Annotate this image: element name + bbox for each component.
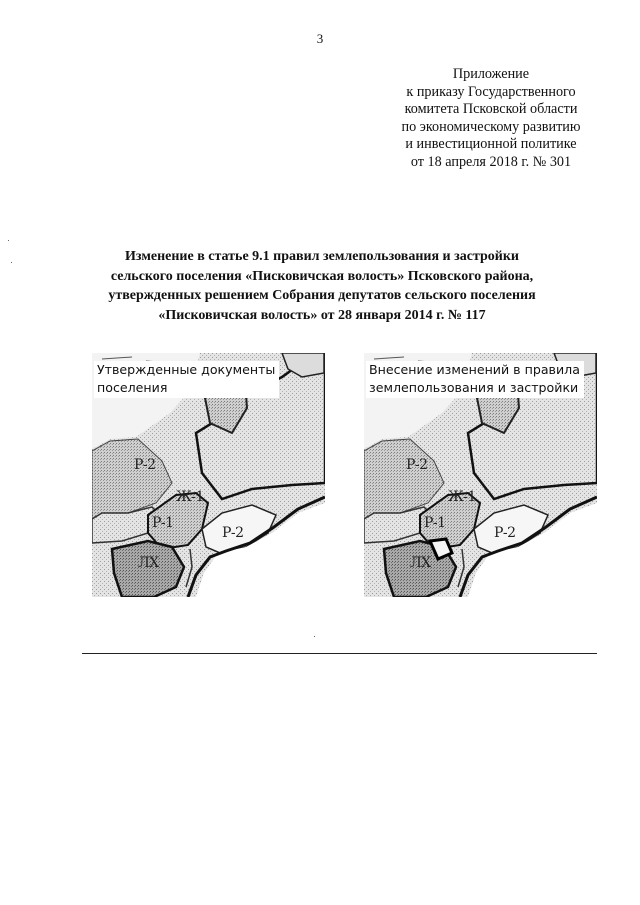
zone-label-r2: Р-2 (222, 525, 244, 541)
appendix-line: к приказу Государственного (406, 83, 576, 100)
zone-label-r2: Р-2 (406, 457, 428, 473)
zone-label-lkh: ЛХ (138, 555, 159, 571)
appendix-line: комитета Псковской области (404, 101, 578, 118)
appendix-line: Приложение (452, 66, 530, 82)
zone-label-lkh: ЛХ (410, 555, 431, 571)
scan-speck (8, 240, 9, 241)
page-number: 3 (316, 31, 324, 46)
zone-label-r1: Р-1 (152, 515, 174, 531)
scan-speck (314, 636, 315, 637)
zone-label-zh1: Ж-1 (448, 489, 476, 505)
map-caption-amended (366, 361, 584, 398)
appendix-line: по экономическому развитию (401, 118, 581, 135)
caption-line: Утвержденные документы (97, 362, 276, 377)
appendix-line: и инвестиционной политике (405, 136, 577, 153)
map-approved (92, 353, 325, 597)
map-amended (364, 353, 597, 597)
zone-label-r2: Р-2 (494, 525, 516, 541)
caption-line: поселения (97, 380, 168, 395)
map-caption-approved (94, 361, 279, 398)
heading-line: сельского поселения «Писковичская волость» Псковского района, (110, 268, 534, 284)
scan-speck (11, 262, 12, 263)
zone-label-zh1: Ж-1 (176, 489, 204, 505)
document-heading (60, 247, 584, 325)
heading-line: Изменение в статье 9.1 правил землепользования и застройки (125, 249, 519, 264)
zone-label-r1: Р-1 (424, 515, 446, 531)
zone-label-r2: Р-2 (134, 457, 156, 473)
appendix-line: от 18 апреля 2018 г. № 301 (410, 153, 572, 170)
appendix-block (380, 66, 602, 172)
horizontal-rule (82, 653, 597, 654)
caption-line: Внесение изменений в правила (369, 362, 580, 377)
heading-line: «Писковичская волость» от 28 января 2014 г. № 117 (158, 307, 486, 323)
heading-line: утвержденных решением Собрания депутатов сельского поселения (108, 288, 536, 303)
caption-line: землепользования и застройки (369, 380, 579, 395)
